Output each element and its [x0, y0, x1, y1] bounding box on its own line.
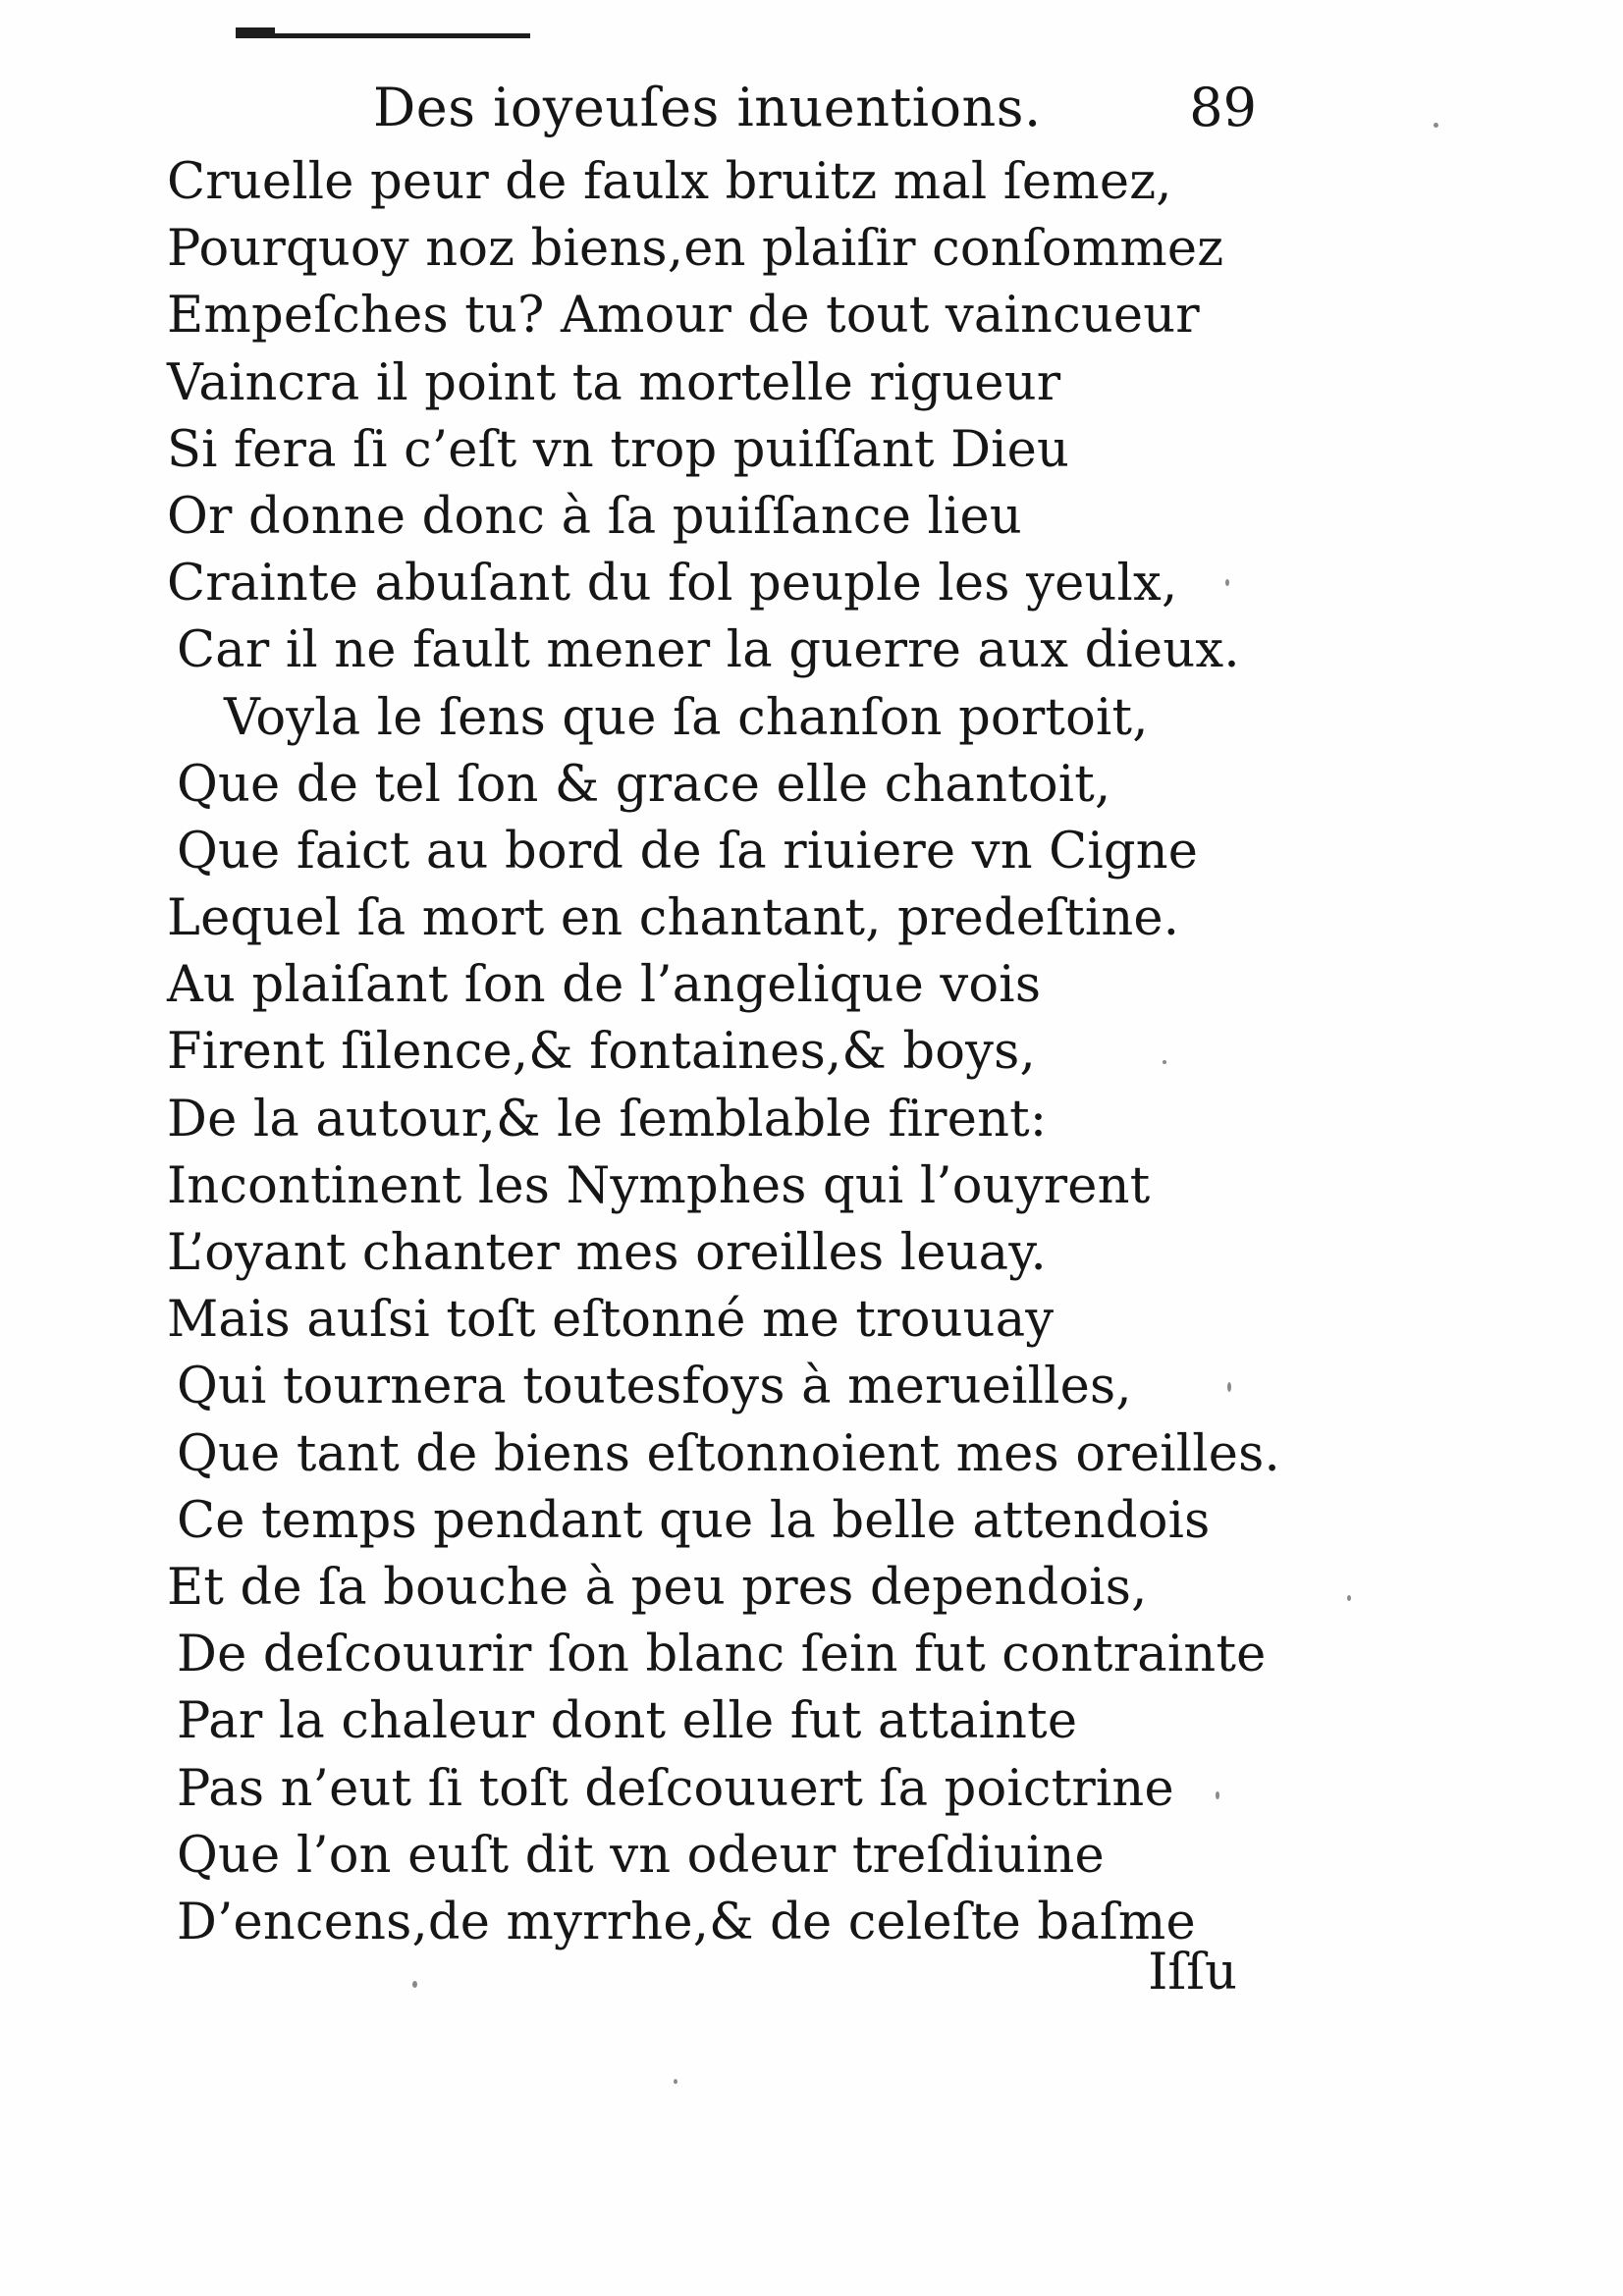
paper-speck: [1225, 579, 1229, 586]
verse-line: L’oyant chanter mes oreilles leuay.: [167, 1224, 1047, 1282]
paper-speck: [1216, 1791, 1219, 1799]
paper-speck: [1227, 1382, 1231, 1392]
verse-line: Vaincra il point ta mortelle rigueur: [167, 353, 1061, 412]
verse-line: Crainte abuſant du fol peuple les yeulx,: [167, 555, 1178, 614]
verse-line: Cruelle peur de faulx bruitz mal ſemez,: [167, 153, 1172, 211]
verse-line: Si fera ſi c’eſt vn trop puiſſant Dieu: [167, 420, 1070, 479]
verse-line: Ce temps pendant que la belle attendois: [177, 1491, 1211, 1550]
paper-speck: [1434, 123, 1438, 128]
verse-line: Que de tel ſon & grace elle chantoit,: [177, 755, 1111, 814]
verse-line: Et de ſa bouche à peu pres dependois,: [167, 1558, 1148, 1617]
verse-line: Or donne donc à ſa puiſſance lieu: [167, 487, 1022, 546]
paper-speck: [674, 2079, 677, 2084]
verse-line: Que tant de biens eſtonnoient mes oreilles.: [177, 1424, 1280, 1483]
verse-line: De la autour,& le ſemblable firent:: [167, 1090, 1048, 1148]
verse-block: [167, 149, 1280, 1956]
verse-line: Car il ne fault mener la guerre aux dieux.: [177, 621, 1240, 680]
verse-line: Au plaiſant ſon de l’angelique vois: [167, 956, 1042, 1015]
catchword: Iſſu: [1148, 1944, 1237, 2002]
paper-speck: [1347, 1595, 1351, 1601]
verse-line: D’encens,de myrrhe,& de celeſte baſme: [177, 1893, 1196, 1951]
verse-line: Qui tournera toutesfoys à merueilles,: [177, 1358, 1132, 1416]
verse-line: Firent ſilence,& fontaines,& boys,: [167, 1023, 1036, 1082]
verse-line: Que l’on euſt dit vn odeur treſdiuine: [177, 1826, 1105, 1885]
running-head: Des ioyeuſes inuentions.: [373, 77, 1042, 138]
verse-line: De deſcouurir ſon blanc ſein fut contrainte: [177, 1626, 1267, 1684]
verse-line: Par la chaleur dont elle fut attainte: [177, 1692, 1078, 1751]
verse-line: Mais auſsi toſt eſtonné me trouuay: [167, 1291, 1055, 1350]
verse-line: Pas n’eut ſi toſt deſcouuert ſa poictrine: [177, 1759, 1174, 1818]
page-number: 89: [1189, 77, 1257, 138]
verse-line: Lequel ſa mort en chantant, predeſtine.: [167, 889, 1180, 948]
printer-rule: [236, 33, 530, 38]
verse-line: Incontinent les Nymphes qui l’ouyrent: [167, 1156, 1151, 1215]
paper-speck: [412, 1981, 417, 1988]
verse-line: Pourquoy noz biens,en plaiſir conſommez: [167, 220, 1224, 279]
verse-line: Voyla le ſens que ſa chanſon portoit,: [224, 688, 1149, 747]
paper-speck: [1163, 1060, 1166, 1064]
page-header: [167, 77, 1257, 145]
verse-line: Empeſches tu? Amour de tout vaincueur: [167, 287, 1200, 346]
verse-line: Que faict au bord de ſa riuiere vn Cigne: [177, 822, 1199, 881]
